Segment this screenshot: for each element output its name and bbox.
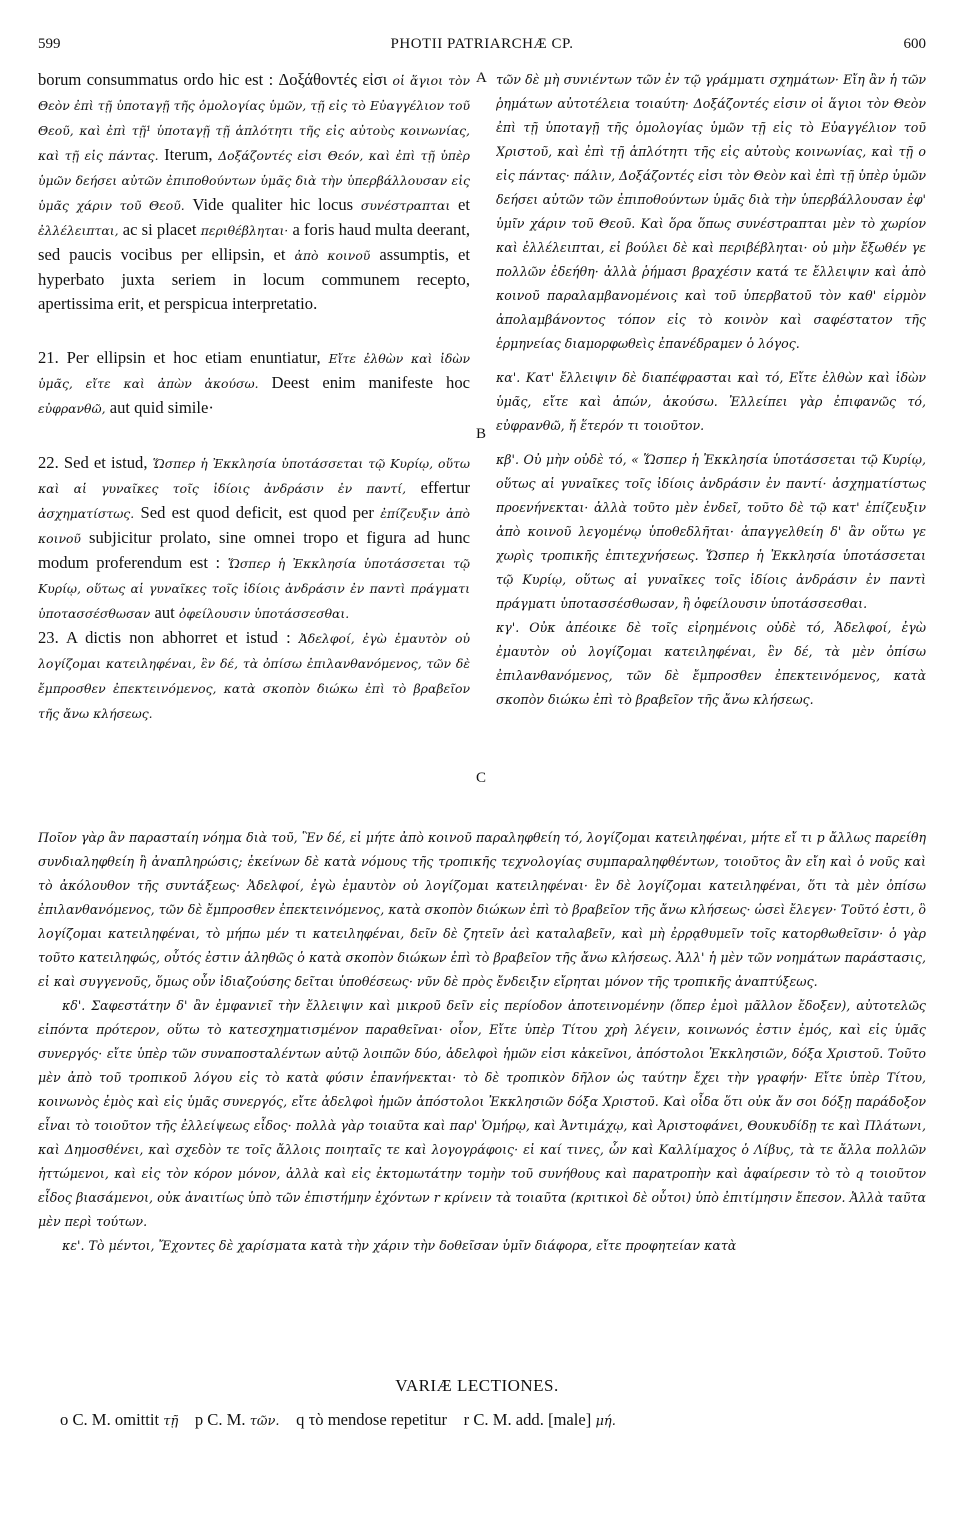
full-width-greek-text [38, 826, 926, 1356]
margin-letter-c: C [476, 770, 487, 786]
greek-term: περιθέβληται· [200, 223, 289, 238]
note-o: o C. M. omittit [60, 1410, 160, 1429]
note-p-greek: τῶν. [249, 1414, 280, 1429]
greek-quote: οἱ ἅγιοι τὸν Θεὸν ἐπὶ τῇ ὑποταγῇ τῆς ὁμολογίας ὑμῶν, τῇ εἰς τὸ Εὐαγγέλιον τοῦ Θεοῦ, καὶ ἐπὶ τῇ¹ ὑποταγῇ τῇ ἁπλότητι τῆς εἰς αὐτοὺς κοινωνίας, καὶ τῇ εἰς πάντας. [38, 73, 470, 163]
greek-quote: Δοξάζοντές εἰσι Θεόν, καὶ ἐπὶ τῇ ὑπὲρ ὑμῶν δεήσει αὐτῶν ἐπιποθούντων ὑμᾶς διὰ τὴν ὑπερβάλλουσαν εἰς ὑμᾶς χάριν τοῦ Θεοῦ. [38, 148, 470, 213]
latin-paragraph-23 [38, 626, 470, 726]
text-run: ac si placet [122, 220, 197, 239]
greek-term: συνέστραπται [360, 198, 451, 213]
greek-quote: Εἴτε ἐλθὼν καὶ ἰδὼν ὑμᾶς, εἴτε καὶ ἀπὼν ἀκούσω. [38, 351, 470, 391]
text-run: aut [154, 603, 175, 622]
page-number-right: 600 [903, 36, 926, 52]
left-column-latin [38, 68, 470, 823]
margin-letter-a: A [476, 70, 487, 86]
greek-paragraph-1: τῶν δὲ μὴ συνιέντων τῶν ἐν τῷ γράμματι σχημάτων· Εἴη ἂν ἡ τῶν ῥημάτων αὐτοτέλεια τοιαύτη· Δοξάζοντές εἰσιν οἱ ἅγιοι τὸν Θεὸν ἐπὶ τῇ ὑποταγῇ τῆς ὁμολογίας ὑμῶν τῇ εἰς τὸ Εὐαγγέλιον τοῦ Χριστοῦ, καὶ ἐπὶ τῇ ἁπλότητι τῆς εἰς αὐτοὺς κοινωνίας, καὶ τῇ ο εἰς πάντας· πάλιν, Δοξάζοντές εἰσι τὸν Θεὸν καὶ ἐπὶ τῇ ὑπὲρ ὑμῶν δεήσει αὐτῶν τῶν ἐπιποθούντων ὑμᾶς διὰ τὴν ὑπερβάλλουσαν ἐφ' ὑμῖν χάριν τοῦ Θεοῦ. Καὶ ὅρα ὅπως συνέστραπται μὲν τὸ χωρίον καὶ ἐλλέλειπται, εἰ βούλει δὲ καὶ περιβέβληται· οὐ μὴν ἔξωθέν γε πολλῶν ἐδεήθη· ἀλλὰ ῥήμασι βραχέσιν κατά τε ἔλλειψιν καὶ ἀπὸ κοινοῦ παραλαμβανομένοις καὶ τοῦ ὑπερβατοῦ τὸν καθ' εἱρμὸν ἀπολαμβάνοντος τόπον εἰς τὸ κοινὸν καὶ σαφέστατον τῆς ἑρμηνείας διαμορφωθεὶς ἐπανέδραμεν ὁ λόγος. [496, 72, 926, 351]
text-run: Vide qualiter hic locus [192, 195, 354, 214]
variae-lectiones-notes [60, 1410, 920, 1430]
greek-quote: Ὥσπερ ἡ Ἐκκλησία ὑποτάσσεται τῷ Κυρίῳ, οὕτω καὶ αἱ γυναῖκες τοῖς ἰδίοις ἀνδράσιν ἐν παντί, [38, 456, 470, 496]
text-run: subjicitur prolato, sine omnei tropo et figura ad hunc modum proferendum est : [38, 528, 470, 572]
spacer [38, 421, 470, 451]
greek-quote: Ἀδελφοί, ἐγὼ ἐμαυτὸν οὐ λογίζομαι κατειληφέναι, ἓν δέ, τὰ ὀπίσω ἐπιλανθανόμενος, τῶν δὲ ἔμπροσθεν ἐπεκτεινόμενος, κατὰ σκοπὸν διώκω ἐπὶ τὸ βραβεῖον τῆς ἄνω κλήσεως. [38, 631, 470, 721]
greek-term: ἀσχηματίστως. [38, 506, 135, 521]
text-run: et [458, 195, 470, 214]
text-run: a foris haud multa deerant, sed paucis vocibus per ellipsin, et [38, 220, 470, 264]
latin-paragraph-1 [38, 68, 470, 316]
text-run: assumptis, et hyperbato juxta seriem in locum communem recepto, apertissima erit, et perspicua interpretatio. [38, 245, 470, 313]
greek-paragraph-22: κβ'. Οὐ μὴν οὐδὲ τό, « Ὥσπερ ἡ Ἐκκλησία ὑποτάσσεται τῷ Κυρίῳ, οὕτως αἱ γυναῖκες τοῖς ἰδίοις ἀνδράσιν ἐν παντί· ἀσχηματίστως προενήνεκται· ἀλλὰ τοῦτο μὲν ἐνδεῖ, τοῦτο δὲ τῷ κατ' ἐπίζευξιν ἀπὸ κοινοῦ λεγομένῳ ὑποθεδλῆται· ἀπαγγελθείη δ' ἂν οὕτω γε χωρὶς τροπικῆς ἐπιτεχνήσεως. Ὥσπερ ἡ Ἐκκλησία ὑποτάσσεται τῷ Κυρίῳ, οὕτως αἱ γυναῖκες τοῖς ἰδίοις ἀνδράσιν ἐν παντὶ πράγματι ὑποτασσέσθωσαν, ἢ ὀφείλουσιν ὑποτάσσεσθαι. [496, 452, 926, 611]
text-run: 23. A dictis non abhorret et istud : [38, 628, 291, 647]
text-run: 22. Sed et istud, [38, 453, 148, 472]
spacer [38, 316, 470, 346]
note-r-greek: μή. [595, 1414, 616, 1429]
note-o-greek: τῇ [163, 1414, 179, 1429]
greek-paragraph-21: κα'. Κατ' ἔλλειψιν δὲ διαπέφρασται καὶ τό, Εἴτε ἐλθὼν καὶ ἰδὼν ὑμᾶς, εἴτε καὶ ἀπών, ἀκούσω. Ἐλλείπει γὰρ ἐπιφανῶς τό, εὐφρανθῶ, ἤ ἕτερόν τι τοιοῦτον. [496, 370, 926, 433]
text-run: effertur [420, 478, 470, 497]
latin-paragraph-21 [38, 346, 470, 421]
greek-term: εὐφρανθῶ, [38, 401, 106, 416]
variae-lectiones-heading: VARIÆ LECTIONES. [395, 1376, 559, 1395]
page-number-left: 599 [38, 36, 61, 52]
note-q: q τὸ mendose repetitur [296, 1410, 448, 1429]
note-r: r C. M. add. [male] [463, 1410, 592, 1429]
greek-quote: Ὥσπερ ἡ Ἐκκλησία ὑποτάσσεται τῷ Κυρίῳ, οὕτως αἱ γυναῖκες τοῖς ἰδίοις ἀνδράσιν ἐν παντὶ πράγματι ὑποτασσέσθωσαν [38, 556, 470, 621]
running-header [38, 36, 926, 58]
running-title: PHOTII PATRIARCHÆ CP. [390, 36, 574, 52]
spacer [496, 356, 926, 366]
text-run: Deest enim manifeste hoc [271, 373, 470, 392]
latin-paragraph-22 [38, 451, 470, 626]
text-run: Sed est quod deficit, est quod per [140, 503, 374, 522]
greek-term: ὀφείλουσιν ὑποτάσσεσθαι. [178, 606, 350, 621]
right-column-greek [496, 68, 926, 823]
text-run: borum consummatus ordo hic est : Δοξάθοντές εἰσι [38, 70, 388, 89]
greek-paragraph-23: κγ'. Οὐκ ἀπέοικε δὲ τοῖς εἰρημένοις οὐδὲ τό, Ἀδελφοί, ἐγὼ ἐμαυτὸν οὐ λογίζομαι κατειληφέναι, ἓν δέ, τὰ μὲν ὀπίσω ἐπιλανθανόμενος, τῶν δὲ ἔμπροσθεν ἐπεκτεινόμενος, κατὰ σκοπὸν διώκω ἐπὶ τὸ βραβεῖον τῆς ἄνω κλήσεως. [496, 620, 926, 707]
greek-term: ἐπίζευξιν ἀπὸ κοινοῦ [38, 506, 470, 546]
text-run: Iterum, [164, 145, 213, 164]
note-p: p C. M. [194, 1410, 246, 1429]
spacer [496, 438, 926, 448]
greek-term: ἐλλέλειπται, [38, 223, 119, 238]
text-run: aut quid simile· [109, 398, 214, 417]
full-paragraph-25: κε'. Τὸ μέντοι, Ἔχοντες δὲ χαρίσματα κατὰ τὴν χάριν τὴν δοθεῖσαν ὑμῖν διάφορα, εἴτε προφητείαν κατὰ [62, 1238, 737, 1253]
greek-term: ἀπὸ κοινοῦ [294, 248, 371, 263]
margin-letter-b: B [476, 426, 487, 442]
full-paragraph-24: κδ'. Σαφεστάτην δ' ἂν ἐμφανιεῖ τὴν ἔλλειψιν καὶ μικροῦ δεῖν εἰς περίοδον ἀποτεινομένην (ὅπερ ἐμοὶ μᾶλλον ἔδοξεν), αὐτοτελῶς εἰπόντα πρότερον, οὕτω τὸ κατεσχηματισμένον παραθεῖναι· οἷον, Εἴτε ὑπὲρ Τίτου χρὴ λέγειν, κοινωνός ἐστιν ἐμός, καὶ εἰς ὑμᾶς συνεργός· εἴτε ὑπὲρ τῶν συναποσταλέντων αὐτῷ λοιπῶν δύο, ἀδελφοὶ ἡμῶν εἰσι κἀκεῖνοι, ἀπόστολοι Ἐκκλησιῶν, δόξα Χριστοῦ. Τοῦτο μὲν ἀπὸ τοῦ τροπικοῦ λόγου εἰς τὸ κατὰ φύσιν ἐπανήνεκται· τὸ δὲ τροπικὸν δῆλον ὡς ταύτην ἔχει τὴν γραφήν· Εἴτε ὑπὲρ Τίτου, κοινωνὸς ἐμὸς καὶ εἰς ὑμᾶς συνεργός, εἴτε ἀδελφοὶ ἡμῶν ἀπόστολοι Ἐκκλησιῶν δόξα Χριστοῦ. Καὶ οἶδα ὅτι οὐκ ἄν σοι δόξῃ παράδοξον εἶναι τὸ τοιοῦτον τῆς ἐλλείψεως εἶδος· πολλὰ γὰρ τοιαῦτα καὶ παρ' Ὁμήρῳ, καὶ Ἀντιμάχῳ, καὶ Ἀριστοφάνει, Θουκυδίδῃ τε καὶ Πλάτωνι, καὶ Δημοσθένει, καὶ σχεδὸν τε τοῖς ἄλλοις ποιηταῖς τε καὶ λογογράφοις· εἰ καί τινες, ὧν καὶ Καλλίμαχος ὁ Λίβυς, τὰ τε ἄλλα πολλῶν ἡττώμενοι, καὶ εἰς τὸν κόρον μόνον, ἀλλὰ καὶ εἰς ἐκτομωτάτην τομὴν τοῦ συνήθους καὶ παρατροπὴν καὶ ἀφαίρεσιν τὸ τὸ q τοιοῦτον εἶδος βιασάμενοι, οὐκ ἀναιτίως ὑπὸ τῶν ἐπιστήμην ἐχόντων r κρίνειν τὰ τοιαῦτα (κριτικοὶ δὲ οὗτοι) ὑπὸ ἐπιτίμησιν ἔπεσον. Ἀλλὰ ταῦτα μὲν περὶ τούτων. [38, 998, 926, 1229]
full-paragraph-1: Ποῖον γὰρ ἂν παρασταίη νόημα διὰ τοῦ, Ἓν δέ, εἰ μήτε ἀπὸ κοινοῦ παραληφθείη τό, λογίζομαι κατειληφέναι, μήτε εἴ τι p ἄλλως παρείθη συνδιαληφθείη ἢ ἀναπληρώσις; ἐκείνων δὲ κατὰ νόμους τῆς τροπικῆς τεχνολογίας συμπαραληφθέντων, τοιοῦτος ἂν εἴη καὶ ὁ νοῦς καὶ τὸ ἀκόλουθον τῆς συντάξεως· Ἀδελφοί, ἐγὼ ἐμαυτὸν οὐ λογίζομαι κατειληφέναι· ἓν δὲ λογίζομαι κατειληφέναι, ὅτι τὰ μὲν ὀπίσω ἐπιλανθανόμενος, τῶν δὲ ἔμπροσθεν ἐπεκτεινόμενος, κατὰ σκοπὸν διώκων ἐπὶ τὸ βραβεῖον τῆς ἄνω κλήσεως· ὡσεὶ ἔλεγεν· Τοῦτό ἐστι, ὃ λογίζομαι κατειληφέναι, τὸ μήπω μέν τι κατειληφέναι, δεῖν δὲ ζητεῖν ἀεὶ καταλαβεῖν, καὶ μὴ ἐρρᾳθυμεῖν τοῖς κατορθωθεῖσιν· ὁ γὰρ τοῦτο κατειληφώς, οὗτός ἐστιν ἀληθῶς ὁ κατὰ σκοπὸν διώκων ἐπὶ τὸ βραβεῖον τῆς ἄνω κλήσεως. Ἀλλ' ἡ μὲν τῶν νοημάτων παράστασις, εἰ καὶ συγγενοῦς, ὅμως οὖν ἰδιαζούσης δεῖται ὑποθέσεως· νῦν δὲ πρὸς ἔνδειξιν εἴρηται μόνον τῆς τροπικῆς ἀναπτύξεως. [38, 830, 926, 989]
text-run: 21. Per ellipsin et hoc etiam enuntiatur, [38, 348, 321, 367]
